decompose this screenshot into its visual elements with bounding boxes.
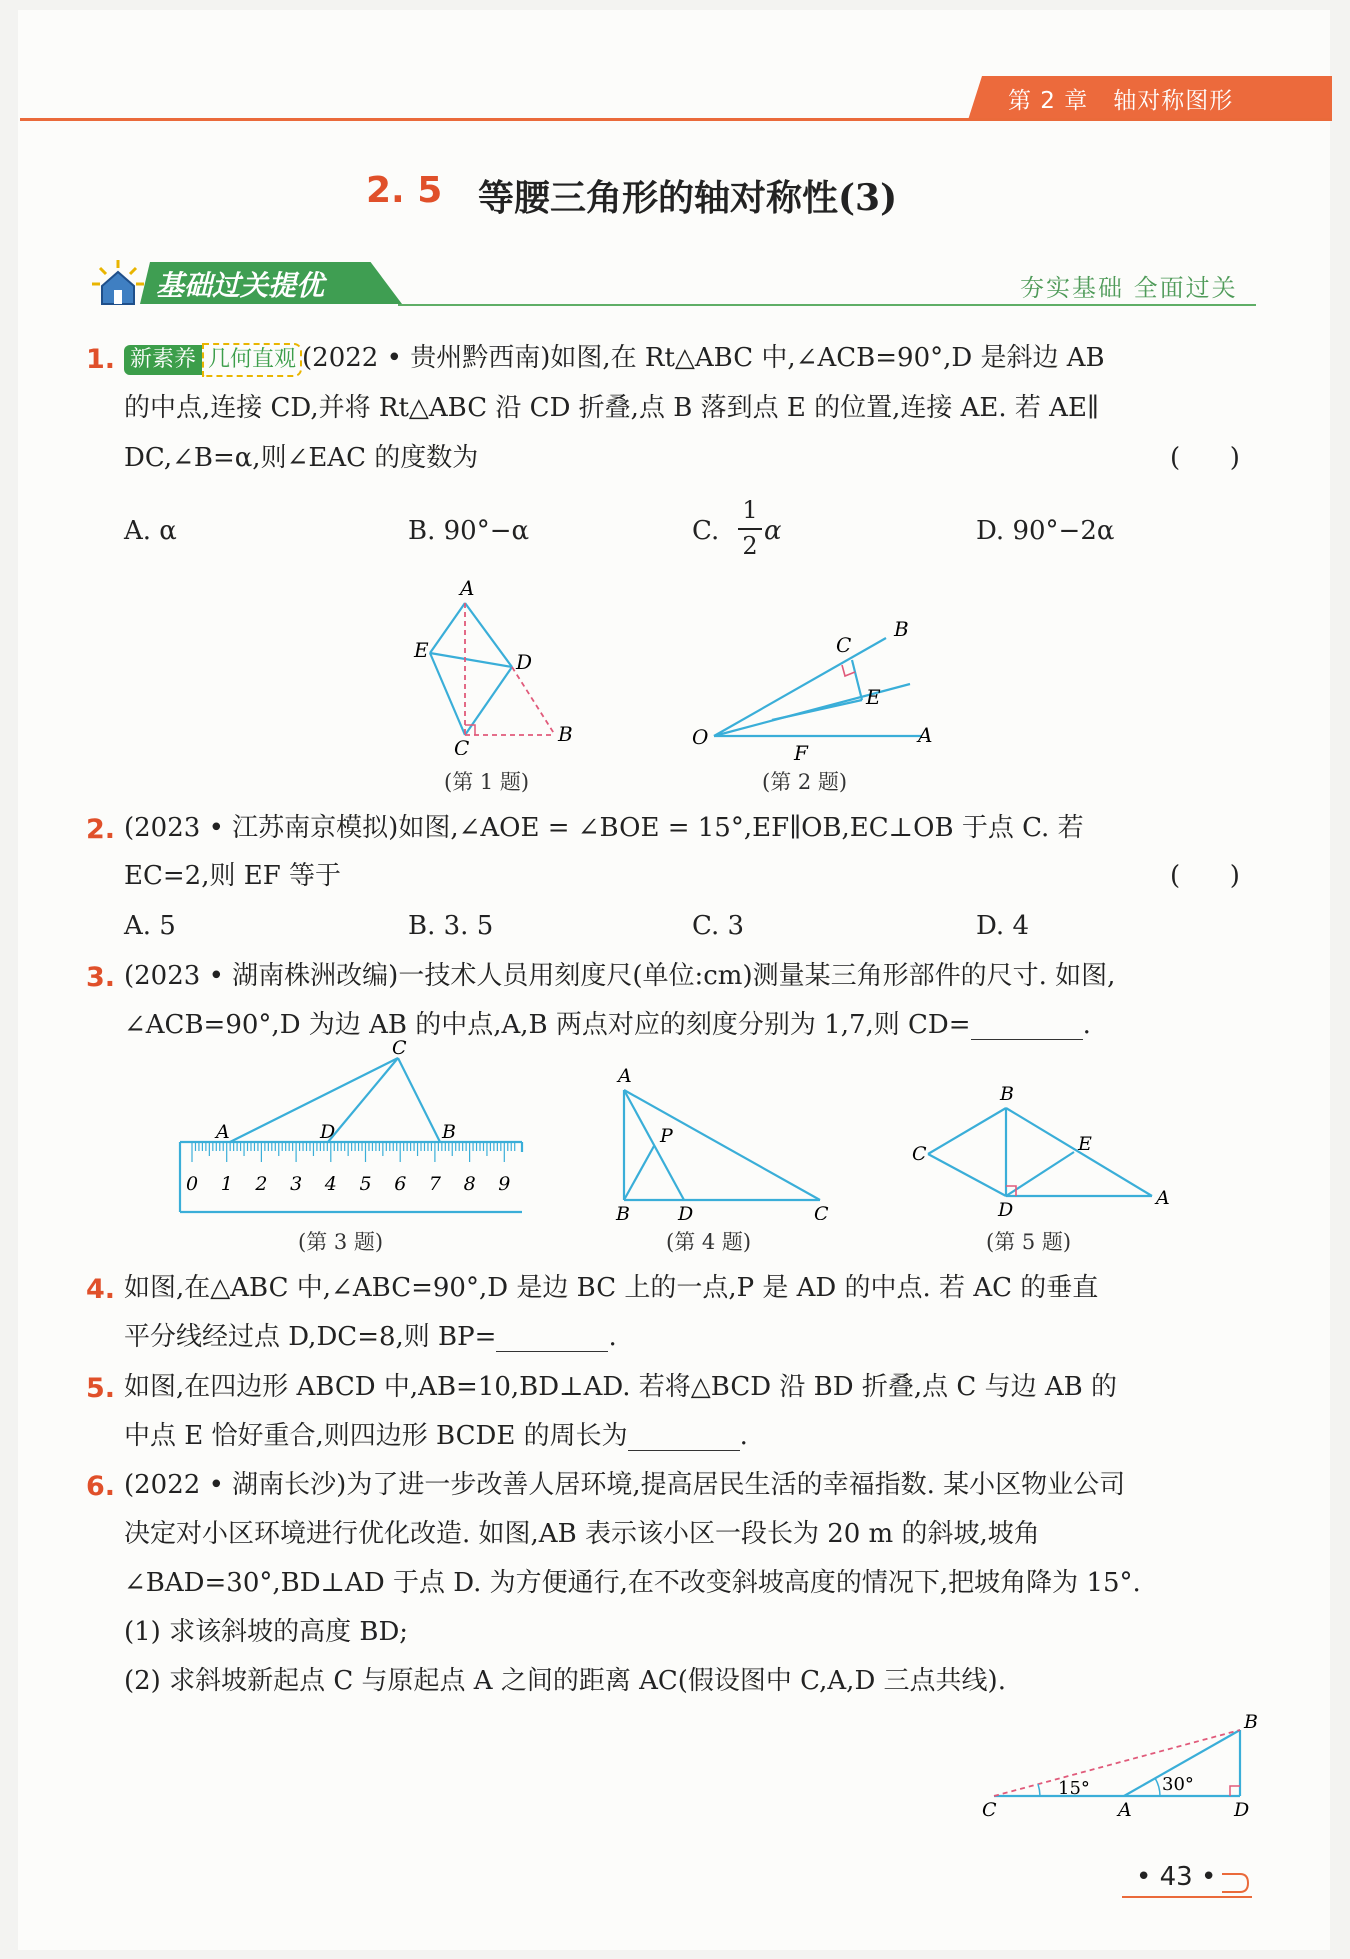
q1-option-c-var: α [764, 516, 782, 546]
fig2-label-c: C [836, 633, 852, 657]
q1-option-c-numerator: 1 [742, 496, 758, 524]
q1-option-c-denominator: 2 [742, 532, 758, 560]
q1-line1 [124, 343, 1105, 377]
q3-text-line1: (2023 • 湖南株洲改编)一技术人员用刻度尺(单位:cm)测量某三角形部件的尺寸. 如图, [124, 961, 1116, 991]
ruler-number: 5 [359, 1173, 372, 1195]
ruler-number: 4 [324, 1173, 337, 1195]
fig2-label-b: B [894, 620, 909, 641]
q4-text-line2: 平分线经过点 D,DC=8,则 BP= [124, 1322, 497, 1352]
fig3-label-a: A [216, 1121, 230, 1143]
figure-4 [610, 1060, 840, 1220]
fig5-label-e: E [1078, 1133, 1092, 1155]
q2-option-a: A. 5 [124, 911, 176, 941]
q1-option-c-label: C. [692, 516, 720, 546]
section-number: 2. 5 [366, 170, 443, 211]
fig6-angle-15: 15° [1058, 1778, 1090, 1799]
ruler-number: 3 [290, 1173, 303, 1195]
ruler-number: 6 [394, 1173, 407, 1195]
q5-text-line2: 中点 E 恰好重合,则四边形 BCDE 的周长为 [124, 1421, 628, 1451]
q2-text-line2: EC=2,则 EF 等于 [124, 861, 342, 891]
q1-text-line3: DC,∠B=α,则∠EAC 的度数为 [124, 443, 479, 473]
fig6-label-d: D [1234, 1799, 1250, 1821]
question-number: 6. [86, 1471, 116, 1502]
ruler-number: 1 [220, 1173, 233, 1195]
fig6-angle-30: 30° [1162, 1774, 1194, 1795]
answer-paren: ( ) [1170, 861, 1240, 891]
q6-sub2: (2) 求斜坡新起点 C 与原起点 A 之间的距离 AC(假设图中 C,A,D 三点共线). [124, 1666, 1006, 1696]
section-banner-label: 基础过关提优 [156, 269, 325, 302]
fig2-label-a: A [918, 723, 933, 747]
page-arrow-icon [1218, 1868, 1252, 1898]
q1-text-line2: 的中点,连接 CD,并将 Rt△ABC 沿 CD 折叠,点 B 落到点 E 的位置,连接 AE. 若 AE∥ [124, 393, 1099, 423]
chapter-label: 第 2 章 轴对称图形 [1008, 88, 1234, 114]
fig3-label-b: B [442, 1121, 456, 1143]
ruler-number: 0 [186, 1173, 199, 1195]
section-tagline: 夯实基础 全面过关 [1020, 274, 1238, 302]
figure-3 [170, 1040, 530, 1220]
q2-option-d: D. 4 [976, 911, 1029, 941]
question-number: 1. [86, 344, 116, 375]
ruler-number: 2 [255, 1173, 268, 1195]
ruler-number: 8 [463, 1173, 476, 1195]
q1-text-line1: (2022 • 贵州黔西南)如图,在 Rt△ABC 中,∠ACB=90°,D 是斜边 AB [302, 343, 1105, 373]
fig1-caption: (第 1 题) [444, 770, 530, 794]
fraction-bar [738, 528, 762, 530]
q6-text-line1: (2022 • 湖南长沙)为了进一步改善人居环境,提高居民生活的幸福指数. 某小区物业公司 [124, 1470, 1126, 1500]
page-number: • 43 • [1136, 1862, 1217, 1892]
answer-blank [971, 1013, 1083, 1040]
question-number: 5. [86, 1373, 116, 1404]
q5-line2: 中点 E 恰好重合,则四边形 BCDE 的周长为 . [124, 1421, 748, 1451]
figure-5 [906, 1086, 1176, 1216]
fig1-label-e: E [414, 638, 429, 662]
fig4-label-c: C [814, 1203, 829, 1220]
fig2-caption: (第 2 题) [762, 770, 848, 794]
fig1-label-a: A [460, 576, 475, 600]
q1-option-d: D. 90°−2α [976, 516, 1115, 546]
fig5-label-a: A [1156, 1187, 1170, 1209]
question-number: 4. [86, 1274, 116, 1305]
q1-badge-new: 新素养 [124, 345, 202, 375]
q2-option-b: B. 3. 5 [408, 911, 494, 941]
fig2-label-f: F [794, 741, 808, 760]
section-divider [398, 304, 1256, 306]
page-title: 等腰三角形的轴对称性(3) [478, 177, 898, 219]
fig3-label-d: D [320, 1121, 336, 1143]
fig6-label-c: C [982, 1799, 997, 1821]
q1-badge-geometry: 几何直观 [202, 343, 302, 377]
ruler-number: 9 [498, 1173, 511, 1195]
fig5-caption: (第 5 题) [986, 1230, 1072, 1254]
answer-paren: ( ) [1170, 443, 1240, 473]
figure-6 [980, 1710, 1270, 1830]
q1-option-a: A. α [124, 516, 177, 546]
header-rule [20, 118, 1332, 121]
figure-1 [400, 575, 600, 755]
q6-text-line2: 决定对小区环境进行优化改造. 如图,AB 表示该小区一段长为 20 m 的斜坡,坡角 [124, 1519, 1040, 1549]
fig2-label-o: O [692, 725, 709, 749]
fig4-label-b: B [616, 1203, 630, 1220]
fig3-label-c: C [392, 1040, 407, 1059]
fig2-label-e: E [866, 685, 881, 709]
ruler-number: 7 [428, 1173, 441, 1195]
figure-2 [690, 620, 950, 760]
question-number: 3. [86, 962, 116, 993]
fig5-label-b: B [1000, 1086, 1014, 1105]
fig4-label-a: A [618, 1065, 632, 1087]
fig1-label-d: D [516, 650, 533, 674]
q5-text-line1: 如图,在四边形 ABCD 中,AB=10,BD⊥AD. 若将△BCD 沿 BD 折叠,点 C 与边 AB 的 [124, 1372, 1117, 1402]
fig6-label-b: B [1244, 1711, 1258, 1733]
answer-blank [628, 1424, 740, 1451]
q2-text-line1: (2023 • 江苏南京模拟)如图,∠AOE = ∠BOE = 15°,EF∥OB,EC⊥OB 于点 C. 若 [124, 813, 1084, 843]
fig4-label-p: P [660, 1125, 673, 1147]
fig6-label-a: A [1118, 1799, 1132, 1821]
fig3-caption: (第 3 题) [298, 1230, 384, 1254]
fig4-caption: (第 4 题) [666, 1230, 752, 1254]
q3-line2: ∠ACB=90°,D 为边 AB 的中点,A,B 两点对应的刻度分别为 1,7,则 CD= . [124, 1010, 1091, 1040]
fig5-label-d: D [998, 1199, 1014, 1216]
question-number: 2. [86, 814, 116, 845]
fig1-label-b: B [558, 722, 573, 746]
answer-blank [496, 1325, 608, 1352]
q3-text-line2: ∠ACB=90°,D 为边 AB 的中点,A,B 两点对应的刻度分别为 1,7,则 CD= [124, 1010, 971, 1040]
q4-text-line1: 如图,在△ABC 中,∠ABC=90°,D 是边 BC 上的一点,P 是 AD 的中点. 若 AC 的垂直 [124, 1273, 1099, 1303]
fig5-label-c: C [912, 1143, 927, 1165]
q4-line2: 平分线经过点 D,DC=8,则 BP= . [124, 1322, 617, 1352]
house-sun-icon [88, 256, 148, 308]
q2-option-c: C. 3 [692, 911, 745, 941]
fig1-label-c: C [454, 736, 470, 755]
q6-text-line3: ∠BAD=30°,BD⊥AD 于点 D. 为方便通行,在不改变斜坡高度的情况下,把坡角降为 15°. [124, 1568, 1141, 1598]
q1-option-b: B. 90°−α [408, 516, 530, 546]
q6-sub1: (1) 求该斜坡的高度 BD; [124, 1617, 409, 1647]
fig4-label-d: D [678, 1203, 694, 1220]
